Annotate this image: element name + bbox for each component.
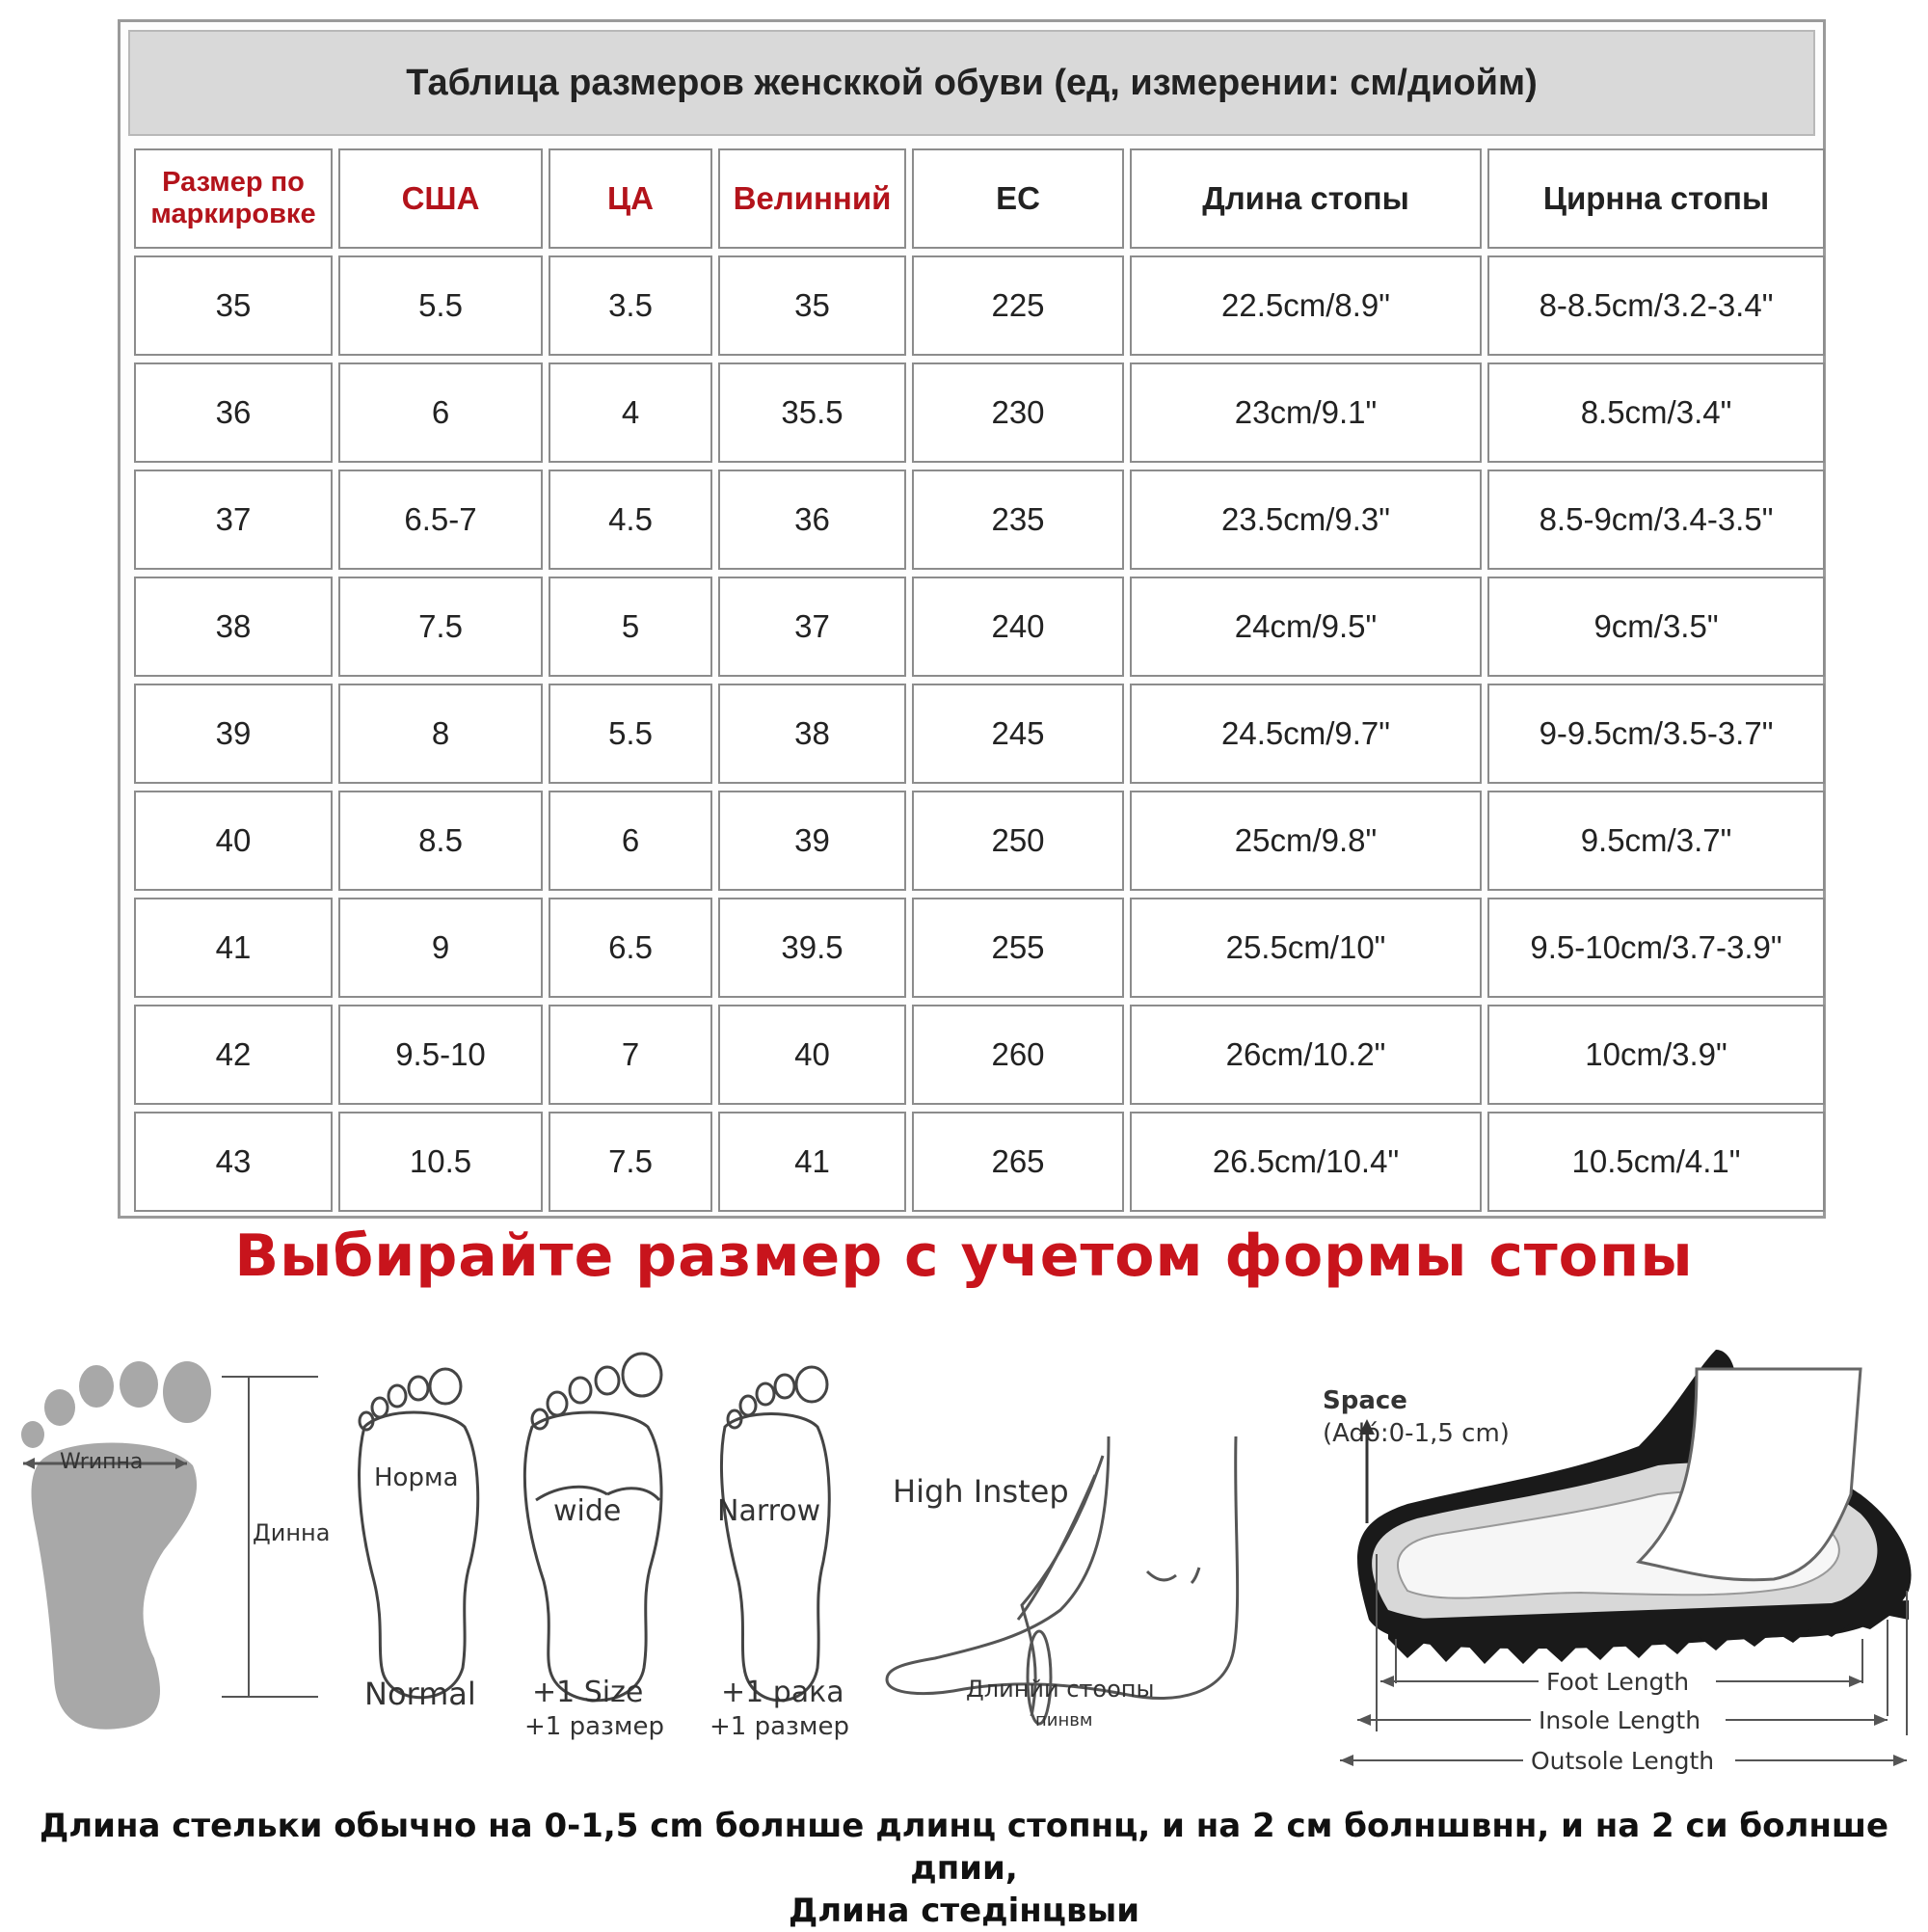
space-label: Space xyxy=(1323,1386,1407,1415)
col-header-foot-length: Длина стопы xyxy=(1130,148,1482,249)
table-cell: 38 xyxy=(718,684,906,784)
table-cell: 265 xyxy=(912,1112,1124,1212)
outsole-length-label: Outsole Length xyxy=(1531,1747,1715,1775)
table-cell: 35 xyxy=(134,255,333,356)
table-cell: 3.5 xyxy=(549,255,712,356)
table-cell: 7.5 xyxy=(549,1112,712,1212)
table-cell: 39 xyxy=(718,791,906,891)
table-cell: 10.5cm/4.1" xyxy=(1487,1112,1825,1212)
table-cell: 6 xyxy=(338,362,543,463)
col-header-uk: Велинний xyxy=(718,148,906,249)
table-cell: 5.5 xyxy=(338,255,543,356)
wide-foot-caption-2: +1 размер xyxy=(524,1712,664,1741)
table-cell: 8.5 xyxy=(338,791,543,891)
table-cell: 23cm/9.1" xyxy=(1130,362,1482,463)
table-row xyxy=(134,362,1825,463)
table-cell: 25cm/9.8" xyxy=(1130,791,1482,891)
normal-foot-icon xyxy=(360,1369,478,1698)
size-chart xyxy=(118,19,1826,1219)
table-row xyxy=(134,255,1825,356)
table-row xyxy=(134,684,1825,784)
table-cell: 8.5cm/3.4" xyxy=(1487,362,1825,463)
table-cell: 39 xyxy=(134,684,333,784)
foot-shape-illustration xyxy=(0,1330,1928,1784)
table-cell: 9.5-10 xyxy=(338,1005,543,1105)
table-cell: 240 xyxy=(912,577,1124,677)
table-cell: 9 xyxy=(338,898,543,998)
table-cell: 35.5 xyxy=(718,362,906,463)
col-header-ca: ЦА xyxy=(549,148,712,249)
table-cell: 36 xyxy=(718,470,906,570)
table-cell: 22.5cm/8.9" xyxy=(1130,255,1482,356)
table-cell: 8 xyxy=(338,684,543,784)
table-cell: 24cm/9.5" xyxy=(1130,577,1482,677)
table-row xyxy=(134,1005,1825,1105)
table-cell: 5.5 xyxy=(549,684,712,784)
table-cell: 41 xyxy=(718,1112,906,1212)
table-header-row xyxy=(134,148,1825,249)
table-cell: 6.5-7 xyxy=(338,470,543,570)
space-sub-label: (Adó:0-1,5 cm) xyxy=(1323,1419,1510,1448)
table-cell: 9.5-10cm/3.7-3.9" xyxy=(1487,898,1825,998)
narrow-foot-inner-label: Narrow xyxy=(717,1494,821,1528)
table-cell: 4 xyxy=(549,362,712,463)
table-cell: 7.5 xyxy=(338,577,543,677)
table-cell: 9cm/3.5" xyxy=(1487,577,1825,677)
table-cell: 25.5cm/10" xyxy=(1130,898,1482,998)
table-row xyxy=(134,470,1825,570)
wide-foot-inner-label: wide xyxy=(553,1494,622,1528)
footprint-width-label: Wrипна xyxy=(60,1450,144,1474)
normal-foot-caption: Normal xyxy=(364,1676,476,1712)
table-cell: 36 xyxy=(134,362,333,463)
col-header-size-label: Размер по маркировке xyxy=(134,148,333,249)
foot-length-label: Foot Length xyxy=(1546,1668,1690,1696)
table-cell: 245 xyxy=(912,684,1124,784)
table-cell: 24.5cm/9.7" xyxy=(1130,684,1482,784)
narrow-foot-icon xyxy=(721,1367,829,1701)
table-cell: 43 xyxy=(134,1112,333,1212)
size-table xyxy=(128,142,1831,1219)
table-cell: 8-8.5cm/3.2-3.4" xyxy=(1487,255,1825,356)
footer-line-2: Длина стедiнцвыи xyxy=(788,1892,1140,1930)
table-cell: 6 xyxy=(549,791,712,891)
high-instep-caption-2: пинвм xyxy=(1035,1710,1093,1731)
table-cell: 41 xyxy=(134,898,333,998)
table-cell: 40 xyxy=(134,791,333,891)
headline: Выбирайте размер с учетом формы стопы xyxy=(234,1222,1694,1290)
narrow-foot-caption-2: +1 размер xyxy=(710,1712,849,1741)
table-row xyxy=(134,898,1825,998)
high-instep-caption: Длинйи стоопы xyxy=(966,1676,1155,1703)
table-cell: 225 xyxy=(912,255,1124,356)
narrow-foot-caption: +1 рака xyxy=(721,1676,844,1709)
table-cell: 5 xyxy=(549,577,712,677)
table-cell: 23.5cm/9.3" xyxy=(1130,470,1482,570)
table-row xyxy=(134,791,1825,891)
table-cell: 39.5 xyxy=(718,898,906,998)
table-cell: 35 xyxy=(718,255,906,356)
shoe-cross-section-icon xyxy=(1340,1350,1912,1766)
footprint-length-label: Динна xyxy=(253,1519,331,1546)
table-cell: 37 xyxy=(134,470,333,570)
col-header-usa: США xyxy=(338,148,543,249)
table-cell: 4.5 xyxy=(549,470,712,570)
col-header-foot-width: Цирнна стопы xyxy=(1487,148,1825,249)
col-header-ec: EC xyxy=(912,148,1124,249)
table-row xyxy=(134,1112,1825,1212)
table-cell: 10.5 xyxy=(338,1112,543,1212)
footprint-icon xyxy=(21,1361,211,1730)
table-cell: 7 xyxy=(549,1005,712,1105)
normal-foot-inner-label: Норма xyxy=(374,1463,459,1492)
table-cell: 6.5 xyxy=(549,898,712,998)
high-instep-label: High Instep xyxy=(893,1473,1069,1510)
table-cell: 38 xyxy=(134,577,333,677)
table-cell: 255 xyxy=(912,898,1124,998)
table-cell: 8.5-9cm/3.4-3.5" xyxy=(1487,470,1825,570)
table-row xyxy=(134,577,1825,677)
table-body xyxy=(134,255,1825,1212)
wide-foot-caption: +1 Size xyxy=(532,1676,644,1709)
table-cell: 260 xyxy=(912,1005,1124,1105)
table-title: Таблица размеров женсккой обуви (ед, измерении: см/диойм) xyxy=(128,30,1815,136)
table-cell: 37 xyxy=(718,577,906,677)
table-cell: 9-9.5cm/3.5-3.7" xyxy=(1487,684,1825,784)
table-cell: 235 xyxy=(912,470,1124,570)
insole-length-label: Insole Length xyxy=(1539,1706,1701,1734)
table-cell: 26cm/10.2" xyxy=(1130,1005,1482,1105)
table-cell: 26.5cm/10.4" xyxy=(1130,1112,1482,1212)
table-cell: 230 xyxy=(912,362,1124,463)
table-cell: 42 xyxy=(134,1005,333,1105)
table-cell: 250 xyxy=(912,791,1124,891)
table-cell: 9.5cm/3.7" xyxy=(1487,791,1825,891)
table-cell: 10cm/3.9" xyxy=(1487,1005,1825,1105)
footer-line-1: Длина стельки обычно на 0-1,5 cm болнше длинц стопнц, и на 2 cм болншвнн, и на 2 си болнше дпии, xyxy=(39,1807,1889,1888)
footer-note xyxy=(0,1805,1928,1932)
table-cell: 40 xyxy=(718,1005,906,1105)
